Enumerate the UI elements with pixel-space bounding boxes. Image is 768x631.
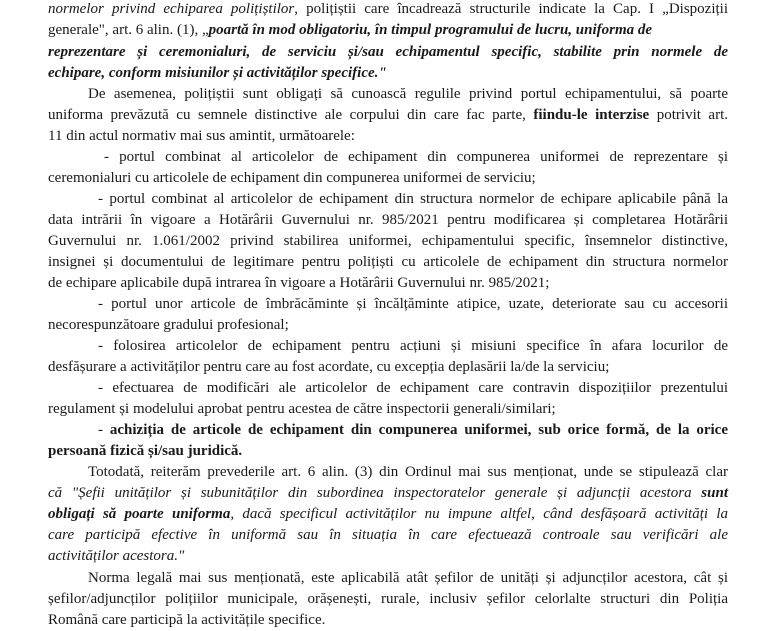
quote-line — [48, 525, 728, 546]
text-run: activităților acestora." — [48, 548, 185, 564]
text-run: regulament și modelului aprobat pentru acestea de către inspectorii generali/similari; — [48, 401, 556, 417]
text-run: necorespunzătoare gradului profesional; — [48, 317, 289, 333]
text-run: Norma legală mai sus menționată, este aplicabilă atât șefilor de unități și adjuncților acestora, cât și — [88, 570, 728, 586]
text-run: Guvernului nr. 1.061/2002 privind stabilirea uniformei, echipamentului specific, însemnelor distinctive, — [48, 233, 728, 249]
text-line — [48, 441, 728, 462]
text-run: - — [98, 422, 110, 438]
text-line — [48, 231, 728, 252]
text-run: reprezentare și ceremonialuri, de serviciu și/sau echipamentul specific, stabilite prin normele de — [48, 44, 728, 60]
text-run: Română care participă la activitățile specifice. — [48, 612, 326, 628]
list-item — [98, 420, 728, 441]
text-line — [48, 42, 728, 63]
text-line — [48, 168, 728, 189]
text-run: achiziția de articole de echipament din compunerea uniformei, sub orice formă, de la orice — [109, 422, 729, 438]
text-line — [48, 610, 728, 631]
text-run: sunt — [701, 485, 728, 501]
quote-line — [48, 483, 728, 504]
text-run: că "Șefii unităților și subunităților din subordinea inspectoratelor generale și adjuncții acestora — [48, 485, 702, 501]
text-run: - portul combinat al articolelor de echipament din compunerea uniformei de reprezentare și — [104, 149, 728, 165]
text-run: care participă efective în uniformă sau în situația în care efectuează controale sau verificări ale — [48, 527, 728, 543]
text-run: echipare, conform misiunilor și activităților specifice." — [48, 65, 387, 81]
text-run: fiindu-le interzise — [533, 107, 650, 123]
text-line — [48, 252, 728, 273]
text-run: , polițiștii care încadrează structurile indicate la Cap. I „Dispoziții — [294, 1, 728, 17]
text-run: generale", art. 6 alin. (1), „ — [48, 22, 209, 38]
quote-line — [48, 504, 728, 525]
text-run: ceremonialuri cu articolele de echipament din compunerea uniformei de serviciu; — [48, 170, 536, 186]
list-item — [98, 378, 728, 399]
text-line — [48, 105, 728, 126]
text-run: obligați să poarte uniforma — [48, 506, 231, 522]
text-run: potrivit art. — [649, 107, 728, 123]
list-item — [98, 294, 728, 315]
text-run: - portul combinat al articolelor de echipament din structura normelor de echipare aplicabile până la — [98, 191, 728, 207]
text-line — [48, 63, 728, 84]
text-run: poartă în mod obligatoriu, în timpul programului de lucru, uniforma de — [208, 22, 653, 38]
paragraph-line — [88, 84, 728, 105]
quote-line — [48, 546, 728, 567]
text-run: insignei și documentului de legitimare pentru polițiști cu articolele de echipament din structura normelor — [48, 254, 728, 270]
text-line — [48, 357, 728, 378]
text-line — [48, 589, 728, 610]
text-run: - efectuarea de modificări ale articolelor de echipament care contravin dispozițiilor prezentului — [98, 380, 728, 396]
text-run: de echipare aplicabile după intrarea în vigoare a Hotărârii Guvernului nr. 985/2021; — [48, 275, 550, 291]
text-line — [48, 210, 728, 231]
text-run: De asemenea, polițiștii sunt obligați să cunoască regulile privind portul echipamentului, să poarte — [88, 86, 728, 102]
text-run: șefilor/adjuncților polițiilor municipale, orășenești, rurale, inclusiv șefilor celorlalte structuri din Poliția — [48, 591, 728, 607]
list-item — [98, 336, 728, 357]
text-line — [48, 273, 728, 294]
paragraph-line — [88, 568, 728, 589]
text-run: 11 din actul normativ mai sus amintit, următoarele: — [48, 128, 355, 144]
text-run: uniforma prevăzută cu semnele distinctive ale corpului din care fac parte, — [48, 107, 534, 123]
text-line — [48, 126, 728, 147]
text-line — [48, 315, 728, 336]
text-run: normelor privind echiparea polițiștilor — [48, 1, 295, 17]
list-item — [104, 147, 728, 168]
text-run: Totodată, reiterăm prevederile art. 6 alin. (3) din Ordinul mai sus menționat, unde se stipulează clar — [88, 464, 728, 480]
text-run: - folosirea articolelor de echipament pentru acțiuni și misiuni specifice în afara locurilor de — [98, 338, 728, 354]
text-line — [48, 399, 728, 420]
text-run: data intrării în vigoare a Hotărârii Guvernului nr. 985/2021 pentru modificarea și completarea Hotărârii — [48, 212, 728, 228]
text-line — [48, 20, 728, 41]
text-run: , dacă specificul activităților nu impune altfel, când desfășoară activități la — [230, 506, 728, 522]
list-item — [98, 189, 728, 210]
text-run: persoană fizică și/sau juridică. — [48, 443, 243, 459]
text-run: - portul unor articole de îmbrăcăminte și încălțăminte atipice, uzate, deteriorate sau cu accesorii — [98, 296, 728, 312]
text-line — [48, 0, 728, 20]
paragraph-line — [88, 462, 728, 483]
text-run: desfășurare a activităților pentru care au fost acordate, cu excepția deplasării la/de la serviciu; — [48, 359, 610, 375]
